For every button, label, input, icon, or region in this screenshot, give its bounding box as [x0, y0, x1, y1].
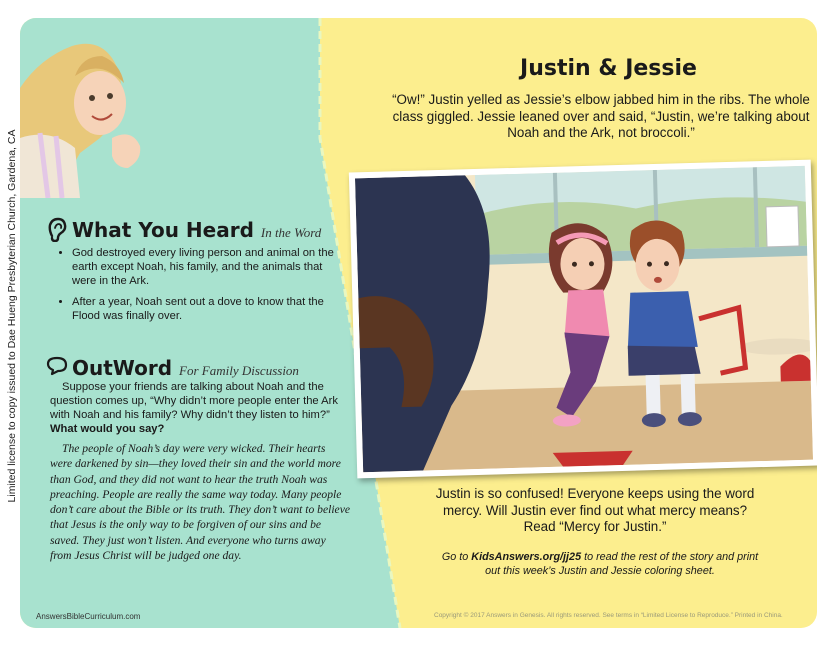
page: [20, 18, 817, 628]
list-item: • After a year, Noah sent out a dove to know that the Flood was finally over.: [72, 295, 344, 323]
what-you-heard-list: [58, 246, 344, 330]
outword-subtitle: For Family Discussion: [179, 363, 299, 378]
outword-body: The people of Noah’s day were very wicked. Their hearts were darkened by sin—they loved their sin and the world more than God, and they did not want to hear the truth Noah was preaching. People are really the same way today. Many people don’t care about the Bible or its truth. They don’t want to believe that Jesus is the only way to be forgiven of our sins and be saved. They just won’t listen. And everyone who turns away from Jesus Christ will be judged one day.: [50, 442, 350, 563]
ear-icon: [46, 216, 68, 242]
what-you-heard-heading: [72, 218, 321, 242]
justin-jessie-intro: “Ow!” Justin yelled as Jessie’s elbow jabbed him in the ribs. The whole class giggled. Jessie leaned over and said, “Justin, we’re talking about Noah and the Ark, not broccoli.”: [392, 92, 810, 140]
license-text: Limited license to copy issued to Dae Hueng Presbyterian Church, Gardena, CA: [6, 129, 18, 503]
outword-intro-question: What would you say?: [50, 423, 165, 435]
goto-suffix: to read the rest of the story and print out this week’s Justin and Jessie coloring sheet.: [485, 551, 759, 577]
outword-title: OutWord: [72, 356, 173, 380]
kidsanswers-link[interactable]: KidsAnswers.org/jj25: [471, 551, 582, 563]
outword-heading: [72, 356, 299, 380]
justin-jessie-question: Justin is so confused! Everyone keeps using the word mercy. Will Justin ever find out what mercy means? Read “Mercy for Justin.”: [435, 486, 755, 534]
girl-illustration: [20, 28, 160, 198]
classroom-scene: [355, 166, 813, 472]
footer-copyright: Copyright © 2017 Answers in Genesis. All rights reserved. See terms in “Limited License to Reproduce.” Printed in China.: [434, 612, 783, 619]
classroom-illustration: [349, 160, 817, 479]
outword-intro-text: Suppose your friends are talking about Noah and the question comes up, “Why didn’t more people enter the Ark with Noah and his family? Why didn’t they listen to him?”: [50, 381, 338, 421]
outword-intro: [50, 380, 350, 436]
speech-bubble-icon: [46, 356, 68, 376]
footer-website: AnswersBibleCurriculum.com: [36, 612, 141, 621]
what-you-heard-title: What You Heard: [72, 218, 254, 242]
justin-jessie-goto: [435, 550, 765, 578]
justin-jessie-title: Justin & Jessie: [520, 56, 697, 81]
goto-prefix: Go to: [441, 551, 469, 563]
what-you-heard-subtitle: In the Word: [260, 225, 322, 240]
list-item: • God destroyed every living person and animal on the earth except Noah, his family, and the animals that were in the Ark.: [72, 246, 344, 288]
